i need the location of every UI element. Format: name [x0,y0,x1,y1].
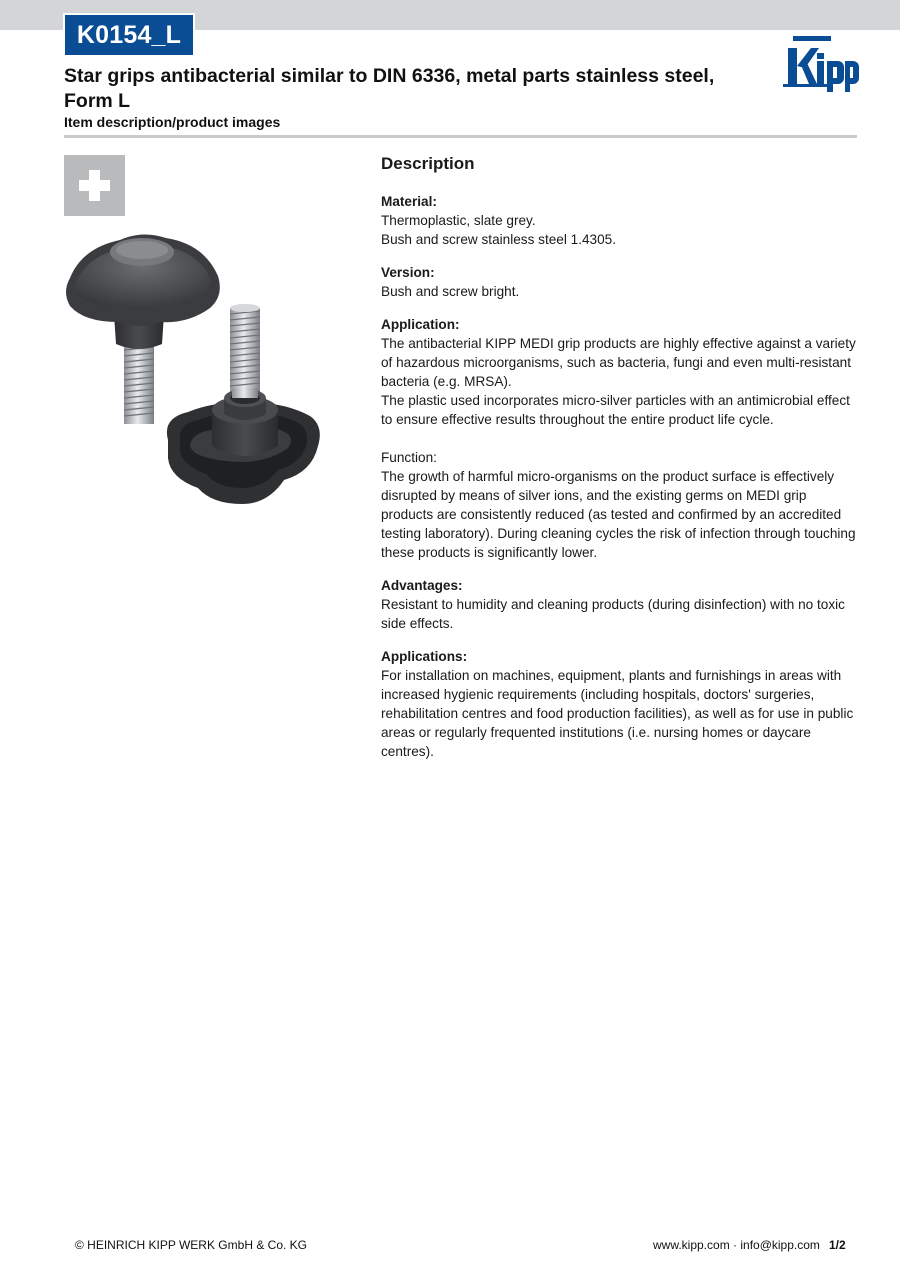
star-grip-product-image [62,226,327,511]
version-text: Bush and screw bright. [381,284,520,299]
application-label: Application: [381,317,460,332]
footer-copyright: © HEINRICH KIPP WERK GmbH & Co. KG [75,1238,307,1252]
description-section [381,153,861,775]
function-text: The growth of harmful micro-organisms on the product surface is effectively disrupted by means of silver ions, and the existing germs on MEDI grip products are consistently reduced (as tested and confirmed by an accredited testing laboratory). During cleaning cycles the risk of infection through touching these products is significantly lower. [381,469,856,560]
application-text: The antibacterial KIPP MEDI grip products are highly effective against a variety of hazardous microorganisms, such as bacteria, fungi and even multi-resistant bacteria (e.g. MRSA). [381,336,856,389]
material-line: Bush and screw stainless steel 1.4305. [381,232,617,247]
applications-block [381,647,861,761]
plus-icon [64,155,125,216]
footer-contact-link[interactable]: www.kipp.com · info@kipp.com [653,1238,820,1252]
version-block [381,263,861,301]
version-label: Version: [381,265,435,280]
application-text: The plastic used incorporates micro-silver particles with an antimicrobial effect to ensure effective results throughout the entire product life cycle. [381,393,850,427]
kipp-logo [783,36,859,92]
function-label: Function: [381,450,437,465]
page-title: Star grips antibacterial similar to DIN 6336, metal parts stainless steel, Form L [64,65,715,112]
page-number: 1/2 [829,1238,846,1252]
page-subtitle: Item description/product images [64,114,281,130]
description-heading: Description [381,154,475,173]
function-block [381,448,861,562]
material-block [381,192,861,249]
item-number: K0154_L [76,20,182,49]
image-zoom-button[interactable] [64,155,125,216]
item-number-badge [63,13,195,57]
material-line: Thermoplastic, slate grey. [381,213,536,228]
advantages-block [381,576,861,633]
material-label: Material: [381,194,437,209]
application-block [381,315,861,429]
applications-label: Applications: [381,649,468,664]
header-divider [64,135,857,138]
advantages-label: Advantages: [381,578,463,593]
applications-text: For installation on machines, equipment, plants and furnishings in areas with increased hygienic requirements (including hospitals, doctors' surgeries, rehabilitation centres and food production facilities), as well as for use in public areas or regularly frequented institutions (i.e. nursing homes or daycare centres). [381,668,854,759]
advantages-text: Resistant to humidity and cleaning products (during disinfection) with no toxic side effects. [381,597,845,631]
